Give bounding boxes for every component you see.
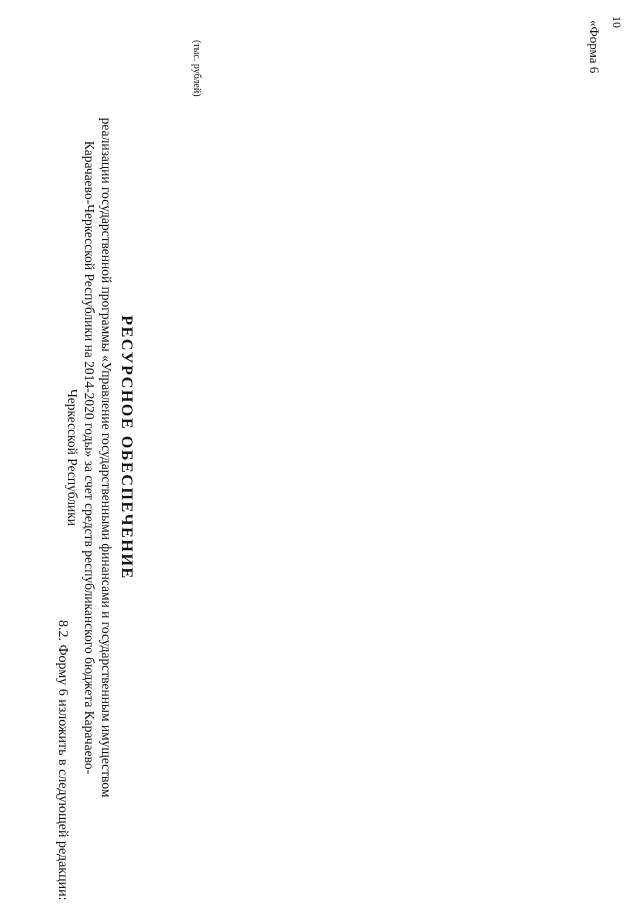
document-subtitle: реализации государственной программы «Управление государственными финансами и государственным имуществом Карачаево-Черкесской Республики на 2014-2020 годы» за счет средств республиканского бюджета Карачаево-Черкесской Республики bbox=[65, 117, 114, 798]
document-title: РЕСУРСНОЕ ОБЕСПЕЧЕНИЕ bbox=[118, 315, 135, 580]
form-label: «Форма 6 bbox=[587, 20, 602, 74]
page-number: 10 bbox=[610, 16, 624, 28]
amendment-text: 8.2. Форму 6 изложить в следующей редакции: bbox=[55, 620, 70, 901]
units-label: (тыс. рублей) bbox=[191, 40, 202, 97]
